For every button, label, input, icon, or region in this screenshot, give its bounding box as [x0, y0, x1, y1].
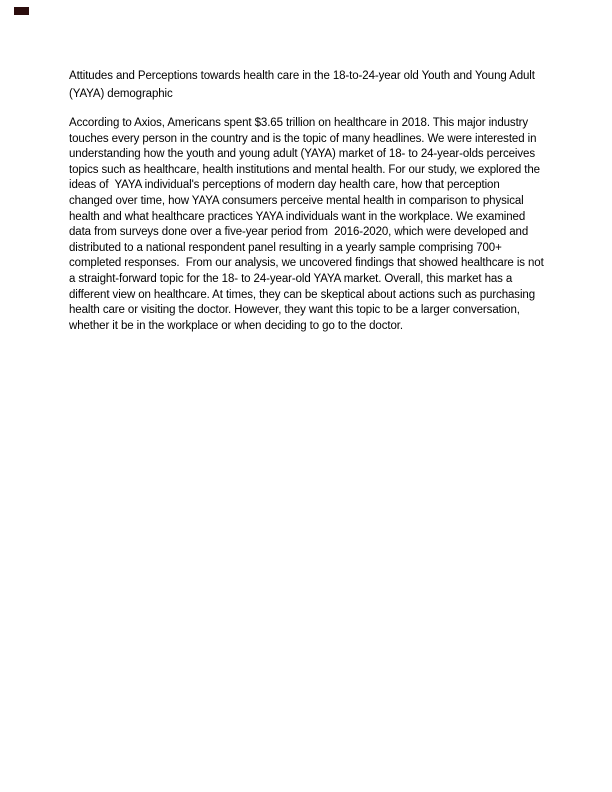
body-line: health care or visiting the doctor. However, they want this topic to be a larger conversation, — [69, 304, 520, 317]
corner-mark — [14, 7, 29, 15]
body-line: distributed to a national respondent panel resulting in a yearly sample comprising 700+ — [69, 241, 502, 254]
body-line: changed over time, how YAYA consumers perceive mental health in comparison to physical — [69, 194, 524, 207]
body-line: different view on healthcare. At times, they can be skeptical about actions such as purchasing — [69, 288, 535, 301]
body-line: completed responses. From our analysis, we uncovered findings that showed healthcare is not — [69, 257, 544, 270]
body-line: health and what healthcare practices YAYA individuals want in the workplace. We examined — [69, 210, 526, 223]
body-line: ideas of YAYA individual's perceptions of modern day health care, how that perception — [69, 179, 500, 192]
document-content — [69, 68, 544, 334]
body-line: a straight-forward topic for the 18- to 24-year-old YAYA market. Overall, this market has a — [69, 272, 513, 285]
body-line: whether it be in the workplace or when deciding to go to the doctor. — [69, 319, 403, 332]
title-line: Attitudes and Perceptions towards health care in the 18-to-24-year old Youth and Young Adult — [69, 70, 535, 82]
body-line: data from surveys done over a five-year period from 2016-2020, which were developed and — [69, 226, 529, 239]
body-line: topics such as healthcare, health institutions and mental health. For our study, we explored the — [69, 163, 540, 176]
body-line: understanding how the youth and young adult (YAYA) market of 18- to 24-year-olds perceives — [69, 148, 535, 161]
body-line: According to Axios, Americans spent $3.65 trillion on healthcare in 2018. This major industry — [69, 117, 529, 129]
body-paragraph — [69, 116, 544, 334]
body-line: touches every person in the country and is the topic of many headlines. We were interested in — [69, 132, 537, 145]
title-line: (YAYA) demographic — [69, 87, 173, 100]
document-title — [69, 68, 544, 103]
